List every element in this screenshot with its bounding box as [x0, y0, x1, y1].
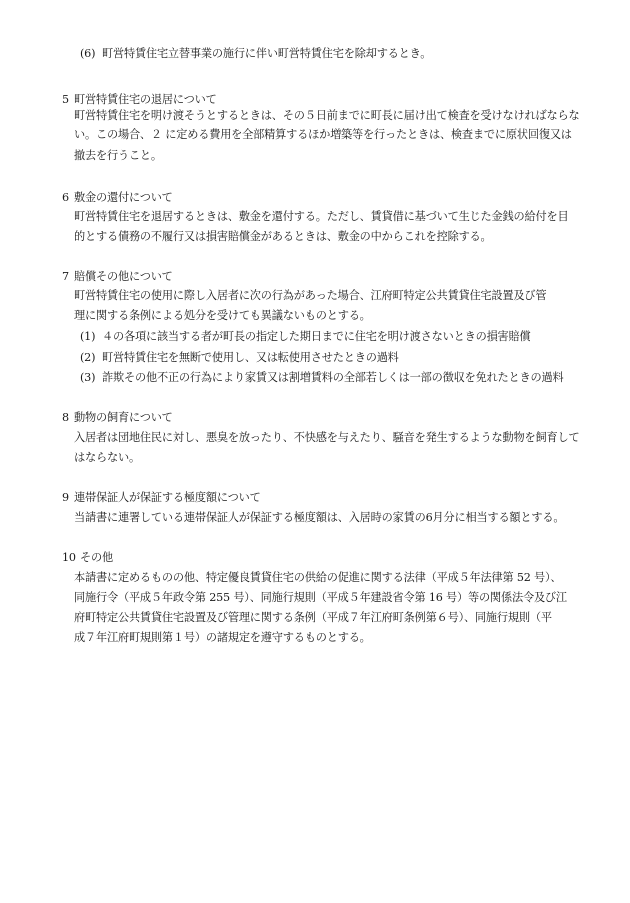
paragraph-line: 理に関する条例による処分を受けても異議ないものとする。 [74, 309, 371, 322]
section-number: 9 [62, 491, 69, 504]
section-heading-10 [62, 551, 113, 565]
item-text: 町営特賃住宅立替事業の施行に伴い町営特賃住宅を除却するとき。 [102, 47, 432, 60]
paragraph-line: い。この場合、２ に定める費用を全部精算するほか増築等を行ったときは、検査までに原状回復又は [74, 128, 572, 141]
paragraph-line: 府町特定公共賃貸住宅設置及び管理に関する条例（平成７年江府町条例第６号）、同施行規則（平 [74, 611, 552, 624]
section-heading-5 [62, 93, 217, 107]
section-title: 連帯保証人が保証する極度額について [74, 491, 261, 504]
paragraph-line: 当請書に連署している連帯保証人が保証する極度額は、入居時の家賃の6月分に相当する額とする。 [74, 511, 565, 524]
list-item-6 [80, 47, 431, 61]
item-text: 町営特賃住宅を無断で使用し、又は転使用させたときの過料 [102, 351, 399, 364]
section-number: 8 [62, 411, 69, 424]
section-number: 10 [62, 551, 76, 564]
section-heading-8 [62, 411, 173, 425]
paragraph-line: 町営特賃住宅の使用に際し入居者に次の行為があった場合、江府町特定公共賃貸住宅設置及び管 [74, 289, 547, 302]
paragraph-line: 成７年江府町規則第１号）の諸規定を遵守するものとする。 [74, 631, 371, 644]
section-heading-6 [62, 191, 173, 205]
item-number: (6) [80, 47, 96, 60]
item-number: (2) [80, 351, 96, 364]
section-title: その他 [80, 551, 113, 564]
item-text: 詐欺その他不正の行為により家賃又は割増賃料の全部若しくは一部の徴収を免れたときの過料 [102, 371, 564, 384]
paragraph-line: 撤去を行うこと。 [74, 149, 162, 162]
item-text: ４の各項に該当する者が町長の指定した期日までに住宅を明け渡さないときの損害賠償 [102, 330, 531, 343]
item-number: (3) [80, 371, 96, 384]
section-title: 町営特賃住宅の退居について [74, 93, 217, 106]
paragraph-line: 町営特賃住宅を退居するときは、敷金を還付する。ただし、賃貸借に基づいて生じた金銭の給付を目 [74, 210, 569, 223]
section-number: 5 [62, 93, 69, 106]
paragraph-line: はならない。 [74, 451, 140, 464]
list-item [80, 371, 563, 385]
section-number: 6 [62, 191, 69, 204]
item-number: (1) [80, 330, 96, 343]
list-item [80, 351, 399, 365]
section-title: 敷金の還付について [74, 191, 173, 204]
paragraph-line: 的とする債務の不履行又は損害賠償金があるときは、敷金の中からこれを控除する。 [74, 230, 492, 243]
paragraph-line: 入居者は団地住民に対し、悪臭を放ったり、不快感を与えたり、騒音を発生するような動物を飼育して [74, 431, 580, 444]
section-title: 賠償その他について [74, 270, 173, 283]
paragraph-line: 町営特賃住宅を明け渡そうとするときは、その５日前までに町長に届け出て検査を受けなければならな [74, 109, 580, 122]
paragraph-line: 同施行令（平成５年政令第 255 号）、同施行規則（平成５年建設省令第 16 号）等の関係法令及び江 [74, 591, 567, 604]
section-title: 動物の飼育について [74, 411, 173, 424]
section-heading-9 [62, 491, 261, 505]
paragraph-line: 本請書に定めるものの他、特定優良賃貸住宅の供給の促進に関する法律（平成５年法律第 52 号）、 [74, 571, 562, 584]
section-heading-7 [62, 270, 173, 284]
list-item [80, 330, 531, 344]
section-number: 7 [62, 270, 69, 283]
